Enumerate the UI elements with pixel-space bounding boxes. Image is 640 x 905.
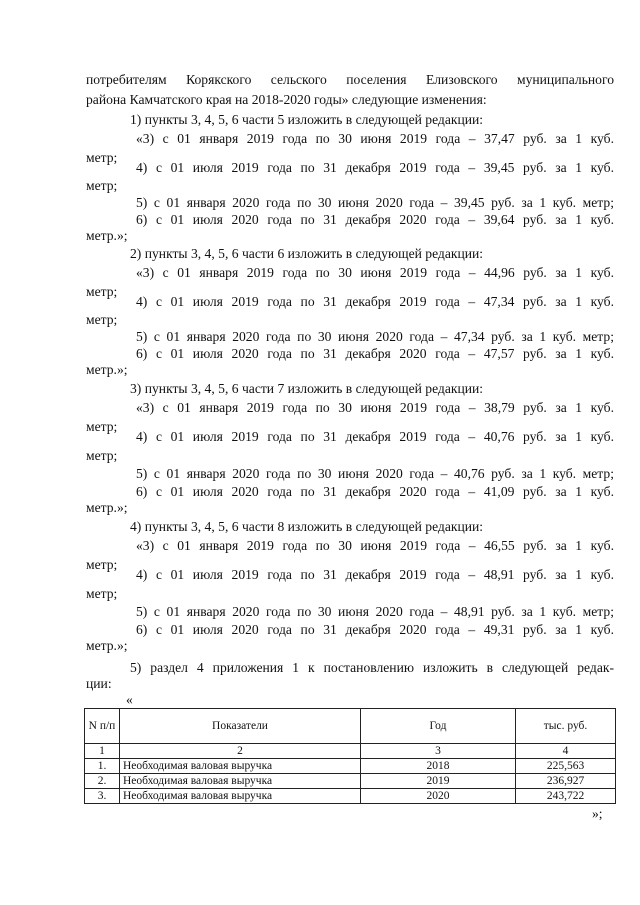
text-line: «3) с 01 января 2019 года по 30 июня 2019 года – 46,55 руб. за 1 куб.: [136, 538, 614, 553]
text-line: «3) с 01 января 2019 года по 30 июня 2019 года – 38,79 руб. за 1 куб.: [136, 400, 614, 415]
text-line: 4) с 01 июля 2019 года по 31 декабря 2019 года – 39,45 руб. за 1 куб.: [136, 160, 614, 175]
text-line: метр.»;: [86, 500, 128, 515]
header-year: Год: [361, 709, 516, 744]
table-cell: 243,722: [516, 789, 616, 804]
text-line: района Камчатского края на 2018-2020 годы» следующие изменения:: [86, 92, 487, 107]
text-line: метр;: [86, 557, 118, 572]
text-line: 5) раздел 4 приложения 1 к постановлению изложить в следующей редак-: [130, 660, 614, 675]
text-line: 4) с 01 июля 2019 года по 31 декабря 2019 года – 48,91 руб. за 1 куб.: [136, 567, 614, 582]
table-cell: Необходимая валовая выручка: [120, 759, 361, 774]
table-cell: 2018: [361, 759, 516, 774]
table-cell: 1: [85, 744, 120, 759]
text-line: 4) с 01 июля 2019 года по 31 декабря 2019 года – 40,76 руб. за 1 куб.: [136, 429, 614, 444]
text-line: 6) с 01 июля 2020 года по 31 декабря 2020 года – 49,31 руб. за 1 куб.: [136, 622, 614, 637]
text-line: 6) с 01 июля 2020 года по 31 декабря 2020 года – 47,57 руб. за 1 куб.: [136, 346, 614, 361]
text-line: метр.»;: [86, 228, 128, 243]
text-line: «: [126, 692, 133, 707]
text-line: 5) с 01 января 2020 года по 30 июня 2020 года – 48,91 руб. за 1 куб. метр;: [136, 604, 614, 619]
table-cell: 3: [361, 744, 516, 759]
text-line: 5) с 01 января 2020 года по 30 июня 2020 года – 39,45 руб. за 1 куб. метр;: [136, 195, 614, 210]
table-cell: 3.: [85, 789, 120, 804]
table-cell: 1.: [85, 759, 120, 774]
text-line: метр;: [86, 150, 118, 165]
table-cell: 4: [516, 744, 616, 759]
table-cell: 225,563: [516, 759, 616, 774]
text-line: метр;: [86, 312, 118, 327]
text-line: 5) с 01 января 2020 года по 30 июня 2020 года – 47,34 руб. за 1 куб. метр;: [136, 329, 614, 344]
text-line: ции:: [86, 676, 112, 691]
text-line: 6) с 01 июля 2020 года по 31 декабря 2020 года – 39,64 руб. за 1 куб.: [136, 212, 614, 227]
header-indicators: Показатели: [120, 709, 361, 744]
revenue-table: [84, 708, 616, 804]
table-cell: 2019: [361, 774, 516, 789]
table-cell: 2: [120, 744, 361, 759]
table-row: [85, 789, 616, 804]
table-cell: Необходимая валовая выручка: [120, 789, 361, 804]
text-line: «3) с 01 января 2019 года по 30 июня 2019 года – 44,96 руб. за 1 куб.: [136, 265, 614, 280]
table-header-row: [85, 709, 616, 744]
text-line: метр.»;: [86, 362, 128, 377]
table-cell: 236,927: [516, 774, 616, 789]
closing-quote: »;: [592, 806, 603, 821]
text-line: 6) с 01 июля 2020 года по 31 декабря 2020 года – 41,09 руб. за 1 куб.: [136, 484, 614, 499]
text-line: метр;: [86, 178, 118, 193]
text-line: метр;: [86, 448, 118, 463]
text-line: 2) пункты 3, 4, 5, 6 части 6 изложить в следующей редакции:: [130, 246, 484, 261]
text-line: 4) с 01 июля 2019 года по 31 декабря 2019 года – 47,34 руб. за 1 куб.: [136, 294, 614, 309]
text-line: 5) с 01 января 2020 года по 30 июня 2020 года – 40,76 руб. за 1 куб. метр;: [136, 466, 614, 481]
text-line: потребителям Корякского сельского поселения Елизовского муниципального: [86, 72, 614, 87]
header-number: N п/п: [85, 709, 120, 744]
table-numbering-row: [85, 744, 616, 759]
text-line: 1) пункты 3, 4, 5, 6 части 5 изложить в следующей редакции:: [130, 112, 484, 127]
header-value: тыс. руб.: [516, 709, 616, 744]
table-row: [85, 759, 616, 774]
table-cell: 2020: [361, 789, 516, 804]
text-line: метр.»;: [86, 638, 128, 653]
text-line: 3) пункты 3, 4, 5, 6 части 7 изложить в следующей редакции:: [130, 381, 484, 396]
table-cell: Необходимая валовая выручка: [120, 774, 361, 789]
text-line: «3) с 01 января 2019 года по 30 июня 2019 года – 37,47 руб. за 1 куб.: [136, 131, 614, 146]
text-line: метр;: [86, 586, 118, 601]
text-line: 4) пункты 3, 4, 5, 6 части 8 изложить в следующей редакции:: [130, 519, 484, 534]
text-line: метр;: [86, 284, 118, 299]
text-line: метр;: [86, 419, 118, 434]
table-cell: 2.: [85, 774, 120, 789]
table-row: [85, 774, 616, 789]
